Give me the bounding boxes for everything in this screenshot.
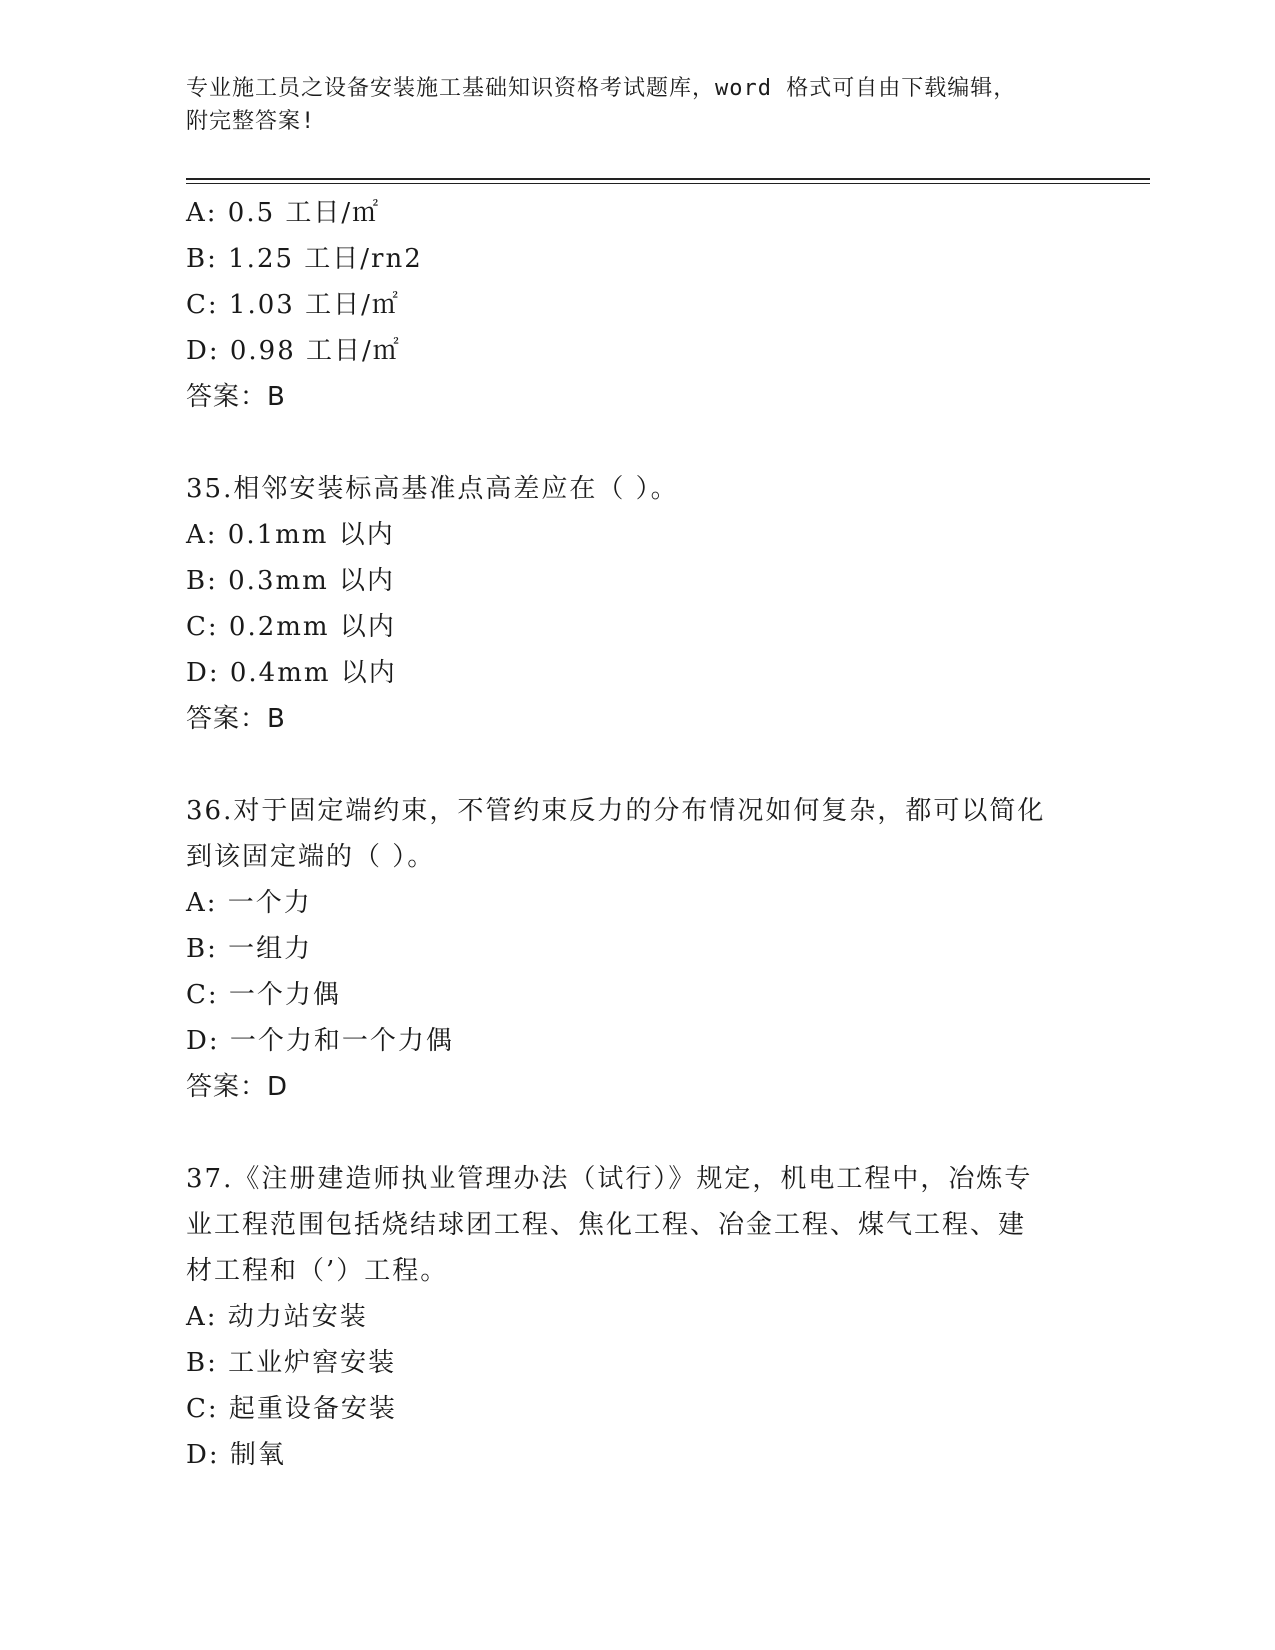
option-b: B: 1.25 工日/rn2	[186, 244, 423, 274]
question-text-line-2: 业工程范围包括烧结球团工程、焦化工程、冶金工程、煤气工程、建	[186, 1210, 1027, 1240]
option-a: A: 0.5 工日/㎡	[186, 198, 381, 228]
option-a: A: 0.1mm 以内	[186, 520, 395, 550]
answer-line: 答案：B	[186, 704, 286, 734]
option-b: B: 一组力	[186, 934, 313, 964]
question-text-line-2: 到该固定端的（ ）。	[186, 842, 436, 872]
option-a: A: 一个力	[186, 888, 312, 918]
question-text-line-1: 37.《注册建造师执业管理办法（试行）》规定，机电工程中，冶炼专	[186, 1164, 1033, 1194]
question-36	[186, 788, 1086, 880]
option-b: B: 工业炉窖安装	[186, 1348, 397, 1378]
option-d: D: 一个力和一个力偶	[186, 1026, 454, 1056]
option-c: C: 起重设备安装	[186, 1394, 397, 1424]
option-d: D: 制氧	[186, 1440, 286, 1470]
question-37	[186, 1156, 1086, 1294]
question-35	[186, 466, 1086, 512]
header-divider-thick	[186, 178, 1150, 180]
option-d: D: 0.98 工日/㎡	[186, 336, 401, 366]
document-body	[186, 190, 1086, 1478]
question-text-line-1: 36.对于固定端约束，不管约束反力的分布情况如何复杂，都可以简化	[186, 796, 1046, 826]
question-text: 35.相邻安装标高基准点高差应在（ ）。	[186, 474, 679, 504]
document-header	[186, 72, 1086, 138]
option-a: A: 动力站安装	[186, 1302, 368, 1332]
option-c: C: 1.03 工日/㎡	[186, 290, 400, 320]
question-34-continued	[186, 190, 1086, 420]
answer-line: 答案：B	[186, 382, 286, 412]
question-text-line-3: 材工程和（’）工程。	[186, 1256, 449, 1286]
option-c: C: 一个力偶	[186, 980, 341, 1010]
option-d: D: 0.4mm 以内	[186, 658, 397, 688]
header-divider-thin	[186, 183, 1150, 184]
option-b: B: 0.3mm 以内	[186, 566, 396, 596]
answer-line: 答案：D	[186, 1072, 289, 1102]
header-line-1: 专业施工员之设备安装施工基础知识资格考试题库，word 格式可自由下载编辑，	[186, 76, 1017, 101]
header-line-2: 附完整答案!	[186, 109, 316, 134]
option-c: C: 0.2mm 以内	[186, 612, 396, 642]
